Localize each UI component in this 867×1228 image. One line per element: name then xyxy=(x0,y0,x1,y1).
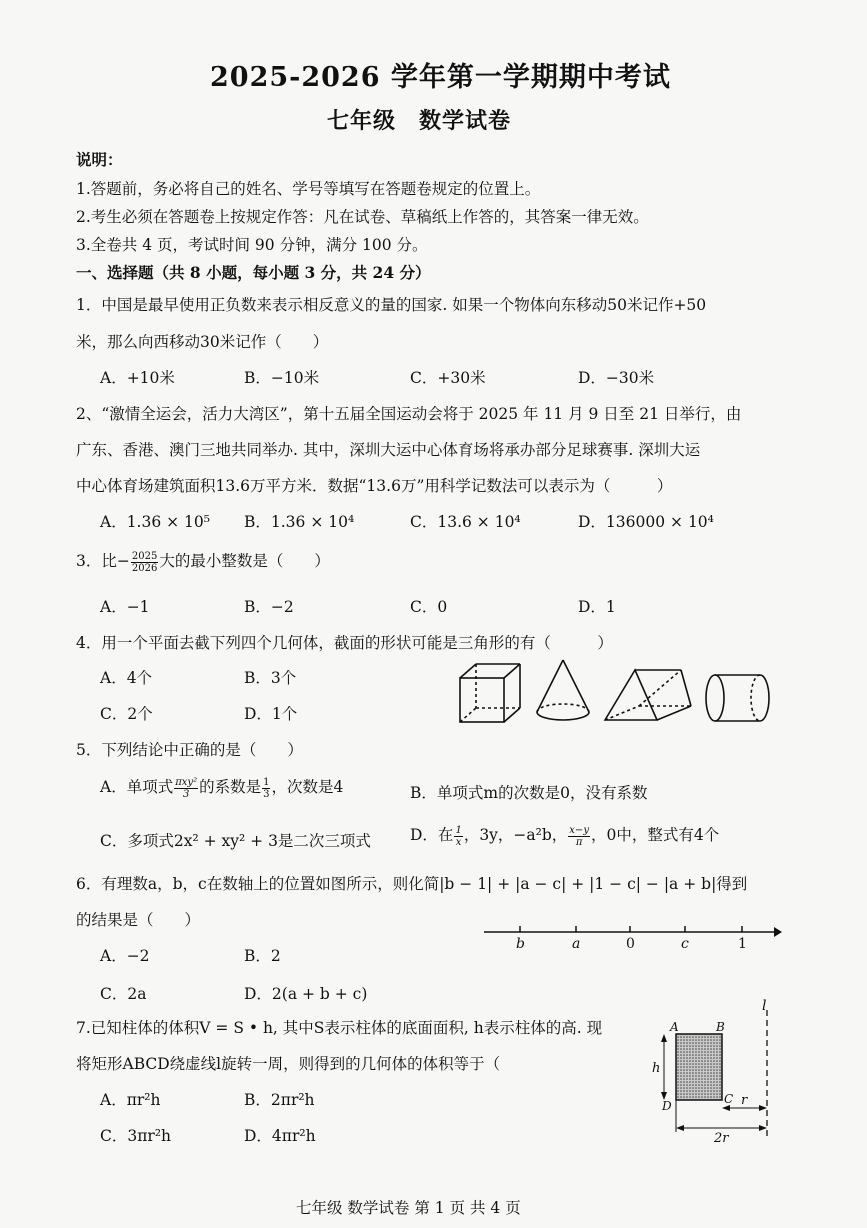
two-r-arrow-right xyxy=(759,1125,767,1131)
exam-subtitle: 七年级 数学试卷 xyxy=(327,108,512,134)
notes-heading: 说明： xyxy=(76,150,123,169)
q6-line2: 的结果是（ ） xyxy=(76,911,201,929)
q6-number-line xyxy=(484,920,784,950)
cylinder-shape xyxy=(706,675,769,721)
number-line-arrow xyxy=(774,927,782,937)
q5-option-d xyxy=(410,823,719,848)
q6-option-d: D．2(a + b + c) xyxy=(244,985,368,1003)
q3-fraction xyxy=(131,551,158,574)
q4-option-d: D．1个 xyxy=(244,705,298,723)
q3-frac-den: 2026 xyxy=(131,562,158,574)
q5-a-frac-num: πxy² xyxy=(175,776,198,788)
cone-shape xyxy=(537,660,589,720)
q2-line2: 广东、香港、澳门三地共同举办. 其中，深圳大运中心体育场将承办部分足球赛事. 深圳大运 xyxy=(76,441,701,459)
q2-option-a: A．1.36 × 10⁵ xyxy=(100,513,210,531)
q1-option-a: A．+10米 xyxy=(100,369,175,387)
q5-a-post: ，次数是4 xyxy=(271,778,344,796)
label-1: 1 xyxy=(738,936,747,952)
q5-d-f2-num: x−y xyxy=(569,824,589,836)
label-2r: 2r xyxy=(714,1131,729,1146)
q2-option-d: D．136000 × 10⁴ xyxy=(578,513,714,531)
q1-line1: 1．中国是最早使用正负数来表示相反意义的量的国家. 如果一个物体向东移动50米记作+50 xyxy=(76,296,707,314)
q3-option-b: B．−2 xyxy=(244,598,294,616)
q5-a-prefix: A．单项式 xyxy=(100,778,174,796)
q3-prefix: 3．比− xyxy=(76,552,130,570)
q5-option-b: B．单项式m的次数是0，没有系数 xyxy=(410,784,648,802)
label-l: l xyxy=(762,998,767,1014)
q4-line1: 4．用一个平面去截下列四个几何体，截面的形状可能是三角形的有（ ） xyxy=(76,634,613,652)
q5-option-c: C．多项式2x² + xy² + 3是二次三项式 xyxy=(100,832,371,850)
q5-a-mid: 的系数是 xyxy=(199,778,262,796)
q5-d-f1-num: 1 xyxy=(455,824,462,836)
label-c-vertex: C xyxy=(724,1092,734,1106)
note-1: 1.答题前，务必将自己的姓名、学号等填写在答题卷规定的位置上。 xyxy=(76,180,541,198)
q7-line1: 7.已知柱体的体积V = S • h, 其中S表示柱体的底面面积, h表示柱体的高. 现 xyxy=(76,1019,603,1037)
q2-line3: 中心体育场建筑面积13.6万平方米．数据“13.6万”用科学记数法可以表示为（ ） xyxy=(76,477,673,495)
q7-option-c: C．3πr²h xyxy=(100,1127,172,1145)
label-a-vertex: A xyxy=(670,1020,679,1034)
q2-option-b: B．1.36 × 10⁴ xyxy=(244,513,355,531)
q3-frac-num: 2025 xyxy=(131,550,158,562)
q5-d-f1-den: x xyxy=(455,836,462,848)
q1-option-d: D．−30米 xyxy=(578,369,655,387)
note-2: 2.考生必须在答题卷上按规定作答：凡在试卷、草稿纸上作答的，其答案一律无效。 xyxy=(76,208,649,226)
q1-line2: 米，那么向西移动30米记作（ ） xyxy=(76,333,329,351)
q5-a-frac-den: 3 xyxy=(182,788,190,800)
q7-option-b: B．2πr²h xyxy=(244,1091,315,1109)
q5-d-post: ，0中，整式有4个 xyxy=(590,826,720,844)
q5-d-fraction-2 xyxy=(568,825,590,848)
exam-title: 2025-2026 学年第一学期期中考试 xyxy=(210,62,671,93)
label-0: 0 xyxy=(626,936,635,952)
q2-line1: 2、“激情全运会，活力大湾区”，第十五届全国运动会将于 2025 年 11 月 9 日至 21 日举行，由 xyxy=(76,405,742,423)
label-b-vertex: B xyxy=(716,1020,725,1034)
q3-option-c: C．0 xyxy=(410,598,448,616)
q5-d-prefix: D．在 xyxy=(410,826,454,844)
page-footer: 七年级 数学试卷 第 1 页 共 4 页 xyxy=(296,1199,521,1217)
q1-option-c: C．+30米 xyxy=(410,369,486,387)
label-h: h xyxy=(652,1061,661,1076)
label-b: b xyxy=(516,936,525,952)
section-heading: 一、选择题（共 8 小题，每小题 3 分，共 24 分） xyxy=(76,263,431,282)
q4-option-c: C．2个 xyxy=(100,705,153,723)
q5-a-coef-num: 1 xyxy=(263,776,270,788)
q3-suffix: 大的最小整数是（ ） xyxy=(159,552,330,570)
q2-option-c: C．13.6 × 10⁴ xyxy=(410,513,521,531)
q5-d-mid: ，3y，−a²b， xyxy=(463,826,568,844)
q6-line1: 6．有理数a，b，c在数轴上的位置如图所示，则化简|b − 1| + |a − c| + |1 − c| − |a + b|得到 xyxy=(76,875,748,893)
q4-solids-figure xyxy=(455,656,785,726)
height-arrow-top xyxy=(661,1034,667,1042)
r-arrow-right xyxy=(759,1105,767,1111)
q5-line1: 5．下列结论中正确的是（ ） xyxy=(76,741,303,759)
rect-abcd xyxy=(676,1034,722,1100)
q4-option-a: A．4个 xyxy=(100,669,153,687)
q7-rectangle-figure xyxy=(650,1000,780,1165)
label-d-vertex: D xyxy=(662,1099,672,1113)
label-c: c xyxy=(681,936,689,952)
q7-option-a: A．πr²h xyxy=(100,1091,161,1109)
two-r-arrow-left xyxy=(676,1125,684,1131)
q5-d-f2-den: π xyxy=(575,836,583,848)
q3-stem xyxy=(76,549,330,574)
q6-option-a: A．−2 xyxy=(100,947,150,965)
q5-option-a xyxy=(100,775,343,800)
q5-a-coef-den: 3 xyxy=(263,788,270,800)
note-3: 3.全卷共 4 页，考试时间 90 分钟，满分 100 分。 xyxy=(76,236,428,254)
q5-a-coef xyxy=(262,777,270,800)
prism-shape xyxy=(605,670,691,720)
q3-option-d: D．1 xyxy=(578,598,616,616)
label-r: r xyxy=(741,1093,748,1108)
q3-option-a: A．−1 xyxy=(100,598,150,616)
q6-option-c: C．2a xyxy=(100,985,147,1003)
q6-option-b: B．2 xyxy=(244,947,281,965)
q7-option-d: D．4πr²h xyxy=(244,1127,316,1145)
q5-a-fraction xyxy=(174,777,198,800)
q1-option-b: B．−10米 xyxy=(244,369,320,387)
q7-line2: 将矩形ABCD绕虚线l旋转一周，则得到的几何体的体积等于（ xyxy=(76,1055,501,1073)
cube-shape xyxy=(460,664,520,722)
label-a: a xyxy=(572,936,581,952)
q4-option-b: B．3个 xyxy=(244,669,297,687)
q5-d-fraction-1 xyxy=(454,825,462,848)
